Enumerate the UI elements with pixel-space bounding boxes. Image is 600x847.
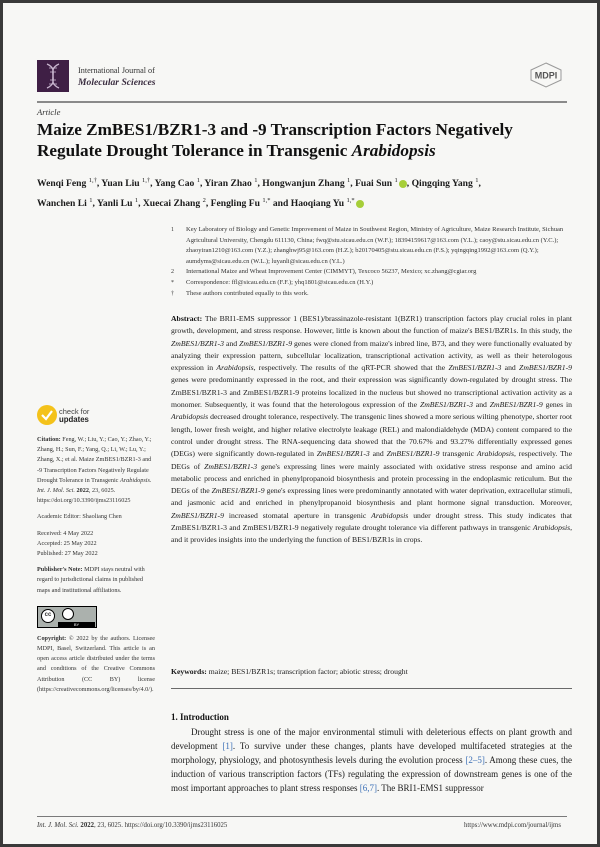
author-name: Fengling Fu $^{1,*}$ bbox=[210, 197, 271, 210]
reference-link[interactable]: [6,7] bbox=[359, 783, 377, 794]
author-name: Yuan Liu $^{1,\dagger}$ bbox=[101, 177, 151, 190]
section-heading-introduction: 1. Introduction bbox=[171, 712, 229, 722]
checkmark-icon bbox=[37, 405, 57, 425]
author-name: Yiran Zhao $^1$ bbox=[204, 177, 258, 190]
dna-helix-icon bbox=[37, 60, 69, 92]
author-name: Xuecai Zhang $^2$ bbox=[142, 197, 206, 210]
author-name: Haoqiang Yu $^{1,*}$ bbox=[290, 197, 355, 210]
check-for-updates-button[interactable]: check for updates bbox=[37, 403, 155, 433]
footer-citation: Int. J. Mol. Sci. 2022, 23, 6025. https://doi.org/10.3390/ijms23116025 bbox=[37, 822, 228, 829]
mdpi-logo-icon bbox=[529, 62, 563, 88]
author-list: Wenqi Feng $^{1,\dagger}$, Yuan Liu $^{1,\dagger}$, Yang Cao $^1$, Yiran Zhao $^1$, Hongwanjun Zhang $^1$, Fuai Sun $^1$ , Qingqing Yang $^1$, Wanchen Li $^1$, Yanli Lu $^1$, Xuecai Zhang $^2$, Fengling Fu $^{1,*}$ and Haoqiang Yu $^{1,*}$ bbox=[37, 177, 481, 210]
citation: Citation: Feng, W.; Liu, Y.; Cao, Y.; Zhao, Y.; Zhang, H.; Sun, F.; Yang, Q.; Li, W.; Lu, Y.; Zhang, X.; et al. Maize ZmBES1/BZR1-3 and -9 Transcription Factors Negatively Regulate Drought Tolerance in Transgenic Arabidopsis. Int. J. Mol. Sci. 2022, 23, 6025. https://doi.org/10.3390/ijms23116025 bbox=[37, 436, 152, 505]
article-title: Maize ZmBES1/BZR1-3 and -9 Transcription Factors Negatively Regulate Drought Tolerance in Transgenic Arabidopsis bbox=[37, 120, 513, 160]
academic-editor: Academic Editor: Shaoliang Chen bbox=[37, 513, 122, 521]
author-name: Qingqing Yang $^1$ bbox=[411, 177, 479, 190]
author-name: Hongwanjun Zhang $^1$ bbox=[262, 177, 351, 190]
accepted-date: Accepted: 25 May 2022 bbox=[37, 539, 97, 547]
author-name: Yang Cao $^1$ bbox=[154, 177, 200, 190]
journal-header bbox=[37, 56, 567, 102]
footer-journal-url[interactable]: https://www.mdpi.com/journal/ijms bbox=[464, 822, 561, 829]
footer-rule bbox=[37, 816, 567, 817]
attribution-person-icon bbox=[62, 608, 74, 620]
orcid-icon[interactable] bbox=[399, 180, 407, 188]
article-type: Article bbox=[37, 107, 61, 117]
author-name: Wenqi Feng $^{1,\dagger}$ bbox=[37, 177, 97, 190]
affiliations bbox=[171, 225, 571, 299]
published-date: Published: 27 May 2022 bbox=[37, 550, 98, 558]
journal-name-line1: International Journal of bbox=[78, 66, 155, 75]
affiliation-item: 2 International Maize and Wheat Improvement Center (CIMMYT), Texcoco 56237, Mexico; xc.zhang@cgiar.org bbox=[171, 268, 477, 276]
creative-commons-icon: cc bbox=[41, 609, 55, 623]
article-sidebar bbox=[37, 403, 155, 695]
affiliation-item: 1 Key Laboratory of Biology and Genetic Improvement of Maize in Southwest Region, Ministry of Agriculture, Maize Research Institute, Sichuan Agricultural University, Chengdu 611130, China; fwq@stu.sicau.edu.cn (W.F.); 18394159617@163.com (Y.L.); caoy@stu.sicau.edu.cn (Y.C.); zhaoyiran1210@163.com (Y.Z.); zhanghwj95@163.com (H.Z.); b20170405@stu.sicau.edu.cn (F.S.); yqingqing1992@163.com (Q.Y.); aumdyms@sicau.edu.cn (W.L.); luyanli@sicau.edu.cn (Y.L.) bbox=[171, 226, 564, 265]
publisher-note: Publisher's Note: MDPI stays neutral with regard to jurisdictional claims in published maps and institutional affiliations. bbox=[37, 566, 145, 594]
paper-page bbox=[3, 3, 597, 844]
introduction-body: Drought stress is one of the major environmental stimuli with deleterious effects on plant growth and development [1]. To survive under these changes, plants have developed multifaceted strategies at the morphology, physiology, and photosynthesis levels during the evolution process [2–5]. Among these cues, the induction of various transcription factors (TFs) regulating the expression of downstream genes is one of the most important approaches to plant stress responses [6,7]. The BRI1-EMS1 suppressor bbox=[171, 727, 573, 794]
author-name: Fuai Sun $^1$ bbox=[355, 177, 398, 190]
received-date: Received: 4 May 2022 bbox=[37, 529, 94, 537]
affiliation-item: * Correspondence: ffl@sicau.edu.cn (F.F.); yhq1801@sicau.edu.cn (H.Y.) bbox=[171, 278, 374, 286]
copyright-notice: Copyright: © 2022 by the authors. Licensee MDPI, Basel, Switzerland. This article is an open access article distributed under the terms and conditions of the Creative Commons Attribution (CC BY) license (https://creativecommons.org/licenses/by/4.0/). bbox=[37, 634, 155, 693]
cc-by-license-badge[interactable]: cc BY bbox=[37, 606, 97, 628]
svg-text:MDPI: MDPI bbox=[534, 70, 558, 81]
author-name: Wanchen Li $^1$ bbox=[37, 197, 93, 210]
orcid-icon[interactable] bbox=[356, 200, 364, 208]
header-rule bbox=[37, 101, 567, 103]
keywords-rule bbox=[171, 688, 572, 689]
keywords: Keywords: maize; BES1/BZR1s; transcription factor; abiotic stress; drought bbox=[171, 667, 408, 676]
reference-link[interactable]: [1] bbox=[222, 741, 233, 752]
affiliation-item: † These authors contributed equally to this work. bbox=[171, 289, 309, 297]
abstract: Abstract: The BRI1-EMS suppressor 1 (BES1)/brassinazole-resistant 1(BZR1) transcription factors play crucial roles in plant growth, development, and stress response. However, little is known about the function of maize's BES1/BZR1s. In this study, the ZmBES1/BZR1-3 and ZmBES1/BZR1-9 genes were cloned from maize's inbred line, B73, and they were functionally evaluated by analyzing their expression pattern, subcellular localization, transcriptional activation activity, as well as their heterologous expression in Arabidopsis, respectively. The results of the qRT-PCR showed that the ZmBES1/BZR1-3 and ZmBES1/BZR1-9 genes were predominantly expressed in the root, and their expression was significantly down-regulated by drought stress. The ZmBES1/BZR1-3 and ZmBES1/BZR1-9 proteins localized in the nucleus but showed no transcriptional activation activity as a monomer. Subsequently, it was found that the heterologous expression of the ZmBES1/BZR1-3 and ZmBES1/BZR1-9 genes in Arabidopsis decreased drought tolerance, respectively. The transgenic lines showed a more serious wilting phenotype, shorter root length, lower fresh weight, and higher relative electrolyte leakage (REL) and malondialdehyde (MDA) content compared to the control under drought stress. The RNA-sequencing data showed that the 70.67% and 93.27% differentially expressed genes (DEGs) were significantly down-regulated in ZmBES1/BZR1-3 and ZmBES1/BZR1-9 transgenic Arabidopsis, respectively. The DEGs of ZmBES1/BZR1-3 gene's expressing lines were mainly associated with oxidative stress response and amino acid metabolic process and enriched in phenylpropanoid biosynthesis and protein processing in the endoplasmic reticulum. But the DEGs of the ZmBES1/BZR1-9 gene's expressing lines were predominantly annotated with water deprivation, extracellular stimuli, and jasmonic acid and enriched in phenylpropanoid biosynthesis and plant hormone signal transduction. Moreover, ZmBES1/BZR1-9 increased stomatal aperture in transgenic Arabidopsis under drought stress. This study indicates that ZmBES1/BZR1-3 and ZmBES1/BZR1-9 negatively regulate drought tolerance via different pathways in transgenic Arabidopsis, and it provides insights into the underlying the function of BES1/BZR1s in crops. bbox=[171, 314, 573, 545]
reference-link[interactable]: [2–5] bbox=[465, 755, 485, 766]
author-name: Yanli Lu $^1$ bbox=[96, 197, 139, 210]
journal-name-line2: Molecular Sciences bbox=[78, 77, 156, 88]
